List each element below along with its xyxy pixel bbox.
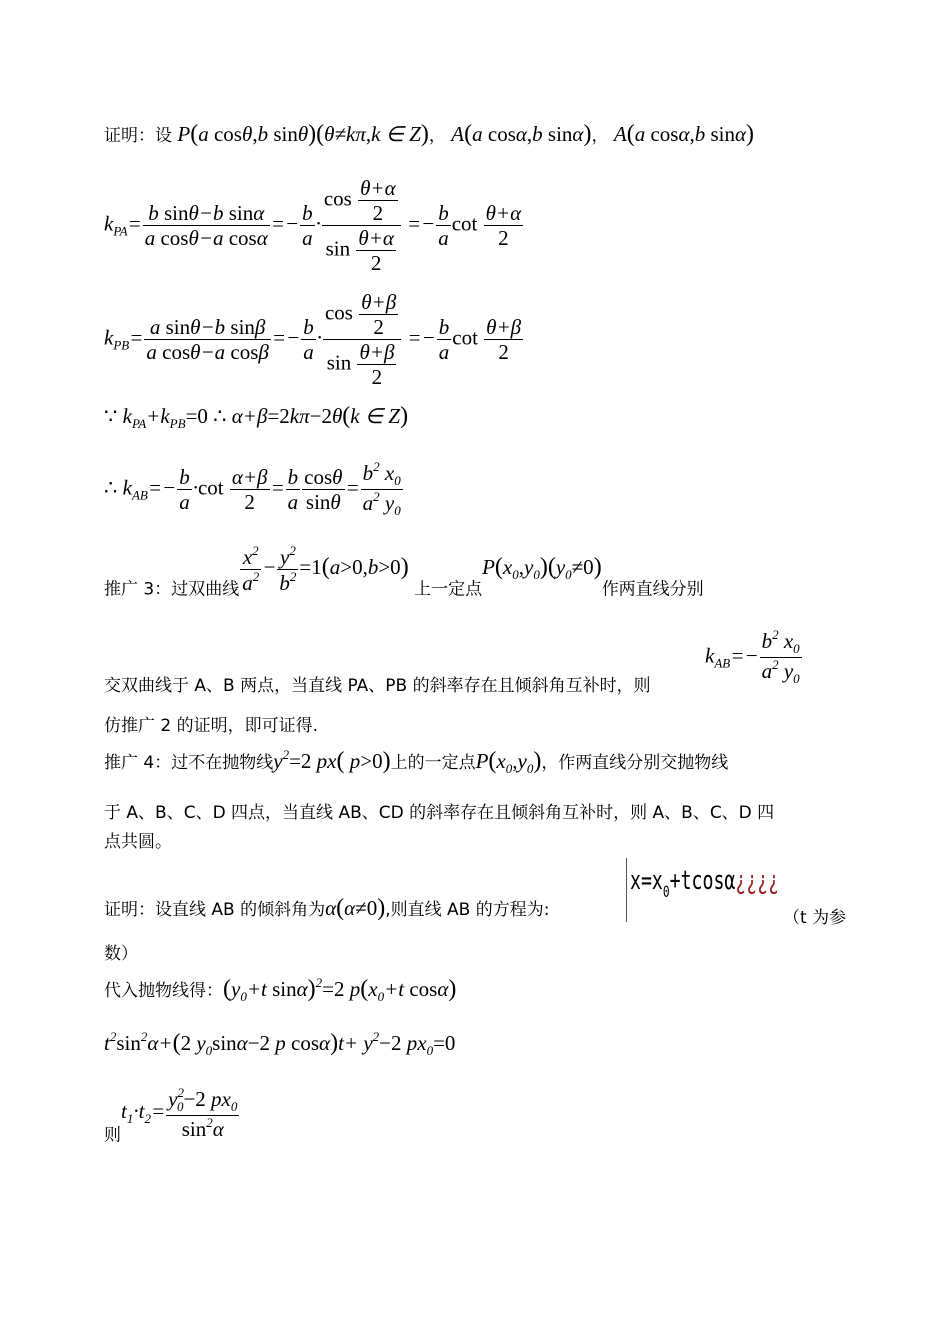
formula-kAB-hyperbola: $k_{AB}=-$ $\frac{b^2 x_0}{a^2 y_0}$: [705, 627, 800, 686]
tuiguang4-line1: 推广 4：过不在抛物线$y^2=2$ px( p>0)上的一定点$P(x_0,y_0)$，作两直线分别交抛物线: [104, 747, 729, 776]
formula-point-P2: $P(x_0,y_0)$: [475, 748, 542, 776]
formula-quad: $t^2\sin^2\alpha+(2$ $y_0\sin\alpha-2$ p $\cos\alpha)t+ y^2-2$ $px_0=0$: [104, 1029, 456, 1058]
proof2-param: （t 为参: [783, 908, 847, 928]
brace-bar: [626, 858, 627, 922]
formula-point-P: $P(x_0,y_0)(y_0\ne 0)$: [482, 554, 602, 583]
formula-prod: $t_1\cdot t_2=$ $\frac{y^2_0-2 px_0}{\sin^2\alpha}$: [121, 1085, 238, 1141]
formula-because: ∵ $k_{PA}+k_{PB}=0$ ∴ α+β=2kπ−2θ(k ∈ Z): [104, 403, 409, 431]
proof2-then-line: 则$t_1\cdot t_2=$ $\frac{y^2_0-2 px_0}{\sin^2\alpha}$: [104, 1086, 240, 1144]
formula-kPA: $k_{PA}=$ $\frac{\text{b sinθ−b sinα}}{\text{a cosθ−a cosα}}$ =− $\frac{b}{a}$ · cos $\frac{\theta+\alpha}{2}$ sin $\frac{\theta+\alpha}{2}$ =− $\frac{b}{a}$ cot $\frac{\theta+\alpha}{2}$: [104, 176, 522, 276]
formula-sub: ($y_0+t$ sinα)$^2$=2 $p(x_0+t$ cosα): [223, 975, 457, 1004]
formula-A1: A(a cosα,b sinα): [451, 121, 592, 147]
proof2-sub-line: 代入抛物线得：($y_0+t$ sinα)$^2$=2 $p(x_0+t$ cosα): [104, 975, 457, 1004]
proof1-intro: 证明：设: [104, 126, 172, 146]
tuiguang3-line1: 推广 3：过双曲线 $\frac{x^2}{a^2}$ − $\frac{y^2}{b^2}$ =1(a>0,b>0) 上一定点$P(x_0,y_0)(y_0\ne 0)$作两直线分别: [104, 543, 704, 600]
tuiguang3-line2: 交双曲线于 A、B 两点，当直线 PA、PB 的斜率存在且倾斜角互补时，则: [104, 676, 651, 696]
tuiguang4-line3: 点共圆。: [104, 832, 172, 852]
tuiguang3-label: 推广 3：过双曲线: [104, 579, 240, 600]
formula-kPB: $k_{PB}=$ $\frac{\text{a sinθ−b sinβ}}{\text{a cosθ−a cosβ}}$ =− $\frac{b}{a}$ · cos $\frac{\theta+\beta}{2}$ sin $\frac{\theta+\beta}{2}$ =− $\frac{b}{a}$ cot $\frac{\theta+\beta}{2}$: [104, 290, 522, 390]
formula-line-eq: $x=x_0+tcos\alpha¿¿¿¿$: [630, 866, 780, 901]
formula-parabola: $y^2=2$ px( p>0): [273, 747, 391, 774]
tuiguang4-label: 推广 4：过不在抛物线: [104, 753, 274, 773]
formula-alpha: α(α≠0): [325, 895, 386, 921]
formula-P: P(a cosθ,b sinθ)(θ≠kπ,k ∈ Z): [177, 121, 429, 147]
formula-A2: A(a cosα,b sinα): [613, 121, 755, 147]
tuiguang4-line2: 于 A、B、C、D 四点，当直线 AB、CD 的斜率存在且倾斜角互补时，则 A、B、C、D 四: [104, 803, 775, 823]
proof1-line: 证明：设 P(a cosθ,b sinθ)(θ≠kπ,k ∈ Z)， A(a cosα,b sinα)， A(a cosα,b sinα): [104, 121, 755, 147]
proof2-line1: 证明：设直线 AB 的倾斜角为α(α≠0),则直线 AB 的方程为:: [104, 895, 550, 921]
tuiguang3-line3: 仿推广 2 的证明，即可证得.: [104, 716, 319, 736]
formula-therefore: ∴ $k_{AB}=-$ $\frac{b}{a}$ ·cot $\frac{\alpha+\beta}{2}$ = $\frac{b}{a}$ $\frac{\cos\theta}{\sin\theta}$ = $\frac{b^2 x_0}{a^2 y_0}$: [104, 459, 401, 518]
formula-hyperbola: $\frac{x^2}{a^2}$ − $\frac{y^2}{b^2}$ =1(a>0,b>0): [242, 543, 409, 596]
proof2-line2: 数）: [104, 944, 138, 964]
